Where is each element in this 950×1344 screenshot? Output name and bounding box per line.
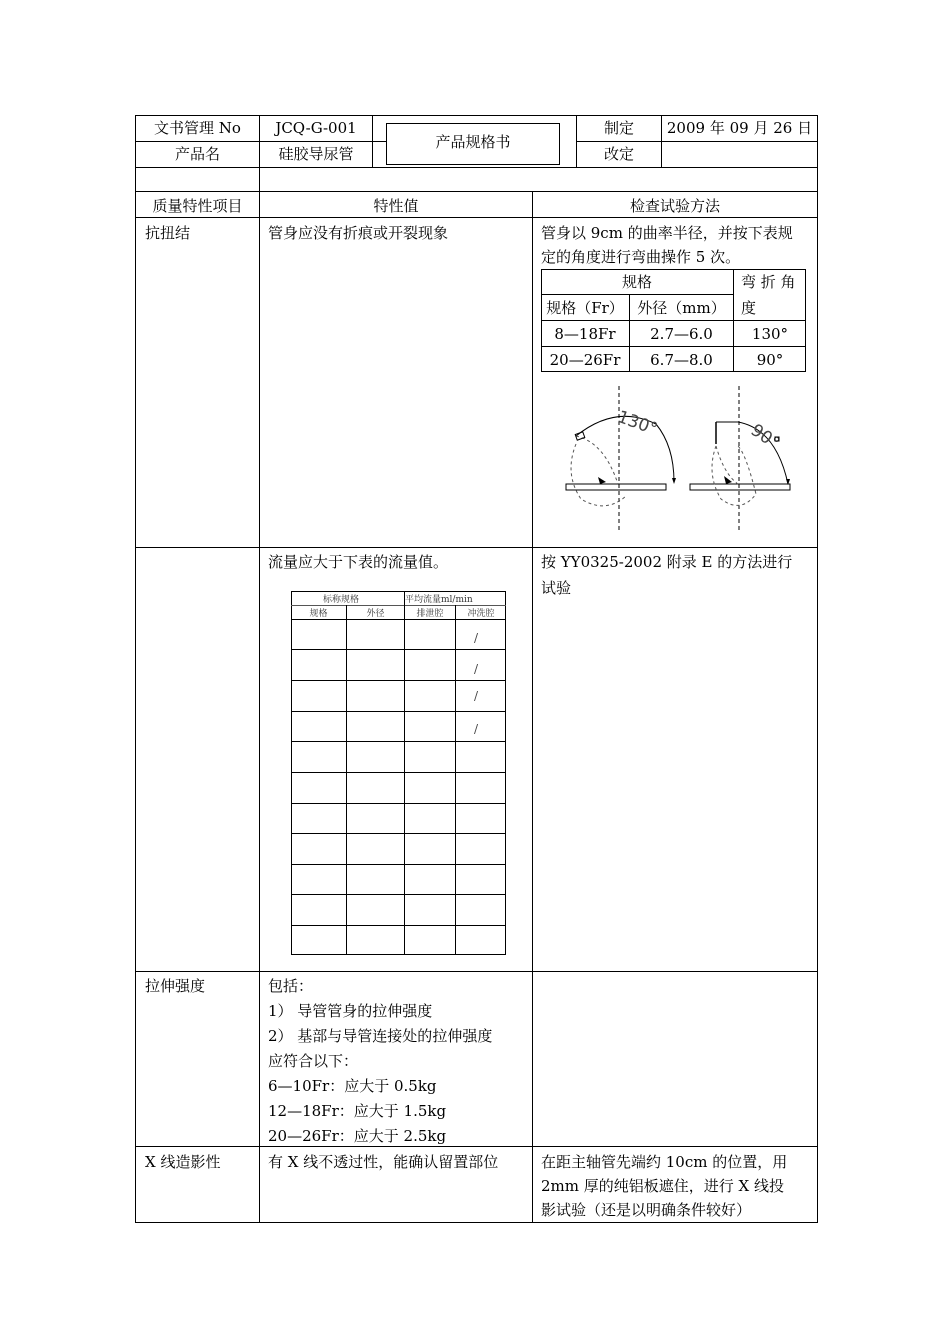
- flow-slash: /: [474, 631, 479, 645]
- flow-slash: /: [474, 722, 479, 736]
- product-label: 产品名: [174, 145, 220, 163]
- flow-table-line: [291, 833, 506, 834]
- tensile-item: 拉伸强度: [145, 977, 206, 995]
- angle-row-angle: 90°: [756, 351, 784, 369]
- table-line: [532, 191, 533, 1223]
- tensile-line: 应符合以下：: [268, 1052, 359, 1070]
- flow-table-line: [291, 649, 506, 650]
- table-border-left: [135, 115, 136, 1223]
- table-line: [135, 141, 387, 142]
- angle-table-line: [541, 294, 733, 295]
- flow-header-spec: 标称规格: [322, 595, 359, 605]
- flow-table-line: [455, 605, 456, 955]
- column-header-value: 特性值: [373, 197, 419, 215]
- angle-row-od: 6.7—8.0: [650, 351, 713, 369]
- flow-slash: /: [474, 662, 479, 676]
- flow-table-line: [291, 605, 506, 606]
- tensile-line: 2） 基部与导管连接处的拉伸强度: [268, 1027, 493, 1045]
- table-line: [135, 1146, 818, 1147]
- flow-method-line1: 按 YY0325-2002 附录 E 的方法进行: [541, 553, 793, 571]
- tensile-line: 20—26Fr：应大于 2.5kg: [268, 1127, 447, 1145]
- page-title: 产品规格书: [435, 133, 511, 151]
- table-line: [259, 167, 260, 1223]
- flow-value: 流量应大于下表的流量值。: [268, 553, 449, 571]
- table-line: [135, 971, 818, 972]
- kink-method-line2: 定的角度进行弯曲操作 5 次。: [541, 248, 741, 266]
- product-value: 硅胶导尿管: [278, 145, 354, 163]
- made-date: 2009 年 09 月 26 日: [666, 119, 813, 137]
- table-line: [135, 167, 818, 168]
- table-line: [135, 547, 818, 548]
- xray-value: 有 X 线不透过性，能确认留置部位: [268, 1153, 499, 1171]
- angle-table-line: [541, 320, 806, 321]
- xray-method-line: 2mm 厚的纯铝板遮住，进行 X 线投: [541, 1177, 784, 1195]
- xray-method-line: 在距主轴管先端约 10cm 的位置，用: [541, 1153, 788, 1171]
- flow-table-line: [291, 803, 506, 804]
- diagram-label-90: 90°: [746, 420, 783, 454]
- angle-row-fr: 20—26Fr: [549, 351, 621, 369]
- table-line: [576, 141, 818, 142]
- flow-table-line: [291, 680, 506, 681]
- table-border-right: [817, 115, 818, 1223]
- xray-item: X 线造影性: [145, 1153, 221, 1171]
- revised-label: 改定: [603, 145, 634, 163]
- kink-value: 管身应没有折痕或开裂现象: [268, 224, 449, 242]
- flow-table-line: [291, 741, 506, 742]
- angle-od-header: 外径（mm）: [637, 299, 726, 317]
- flow-table-line: [291, 619, 506, 620]
- flow-slash: /: [474, 689, 479, 703]
- doc-no-value: JCQ-G-001: [275, 119, 357, 137]
- tensile-line: 包括：: [268, 977, 314, 995]
- flow-sub-od: 外径: [366, 609, 385, 619]
- flow-table-line: [291, 772, 506, 773]
- angle-header-1: 弯 折 角: [741, 273, 796, 291]
- flow-sub-irrigate: 冲洗腔: [467, 609, 495, 619]
- flow-table-line: [404, 591, 405, 955]
- column-header-method: 检查试验方法: [629, 197, 720, 215]
- angle-row-od: 2.7—6.0: [650, 325, 713, 343]
- angle-row-fr: 8—18Fr: [554, 325, 616, 343]
- flow-header-rate: 平均流量ml/min: [405, 595, 473, 605]
- flow-table-line: [291, 864, 506, 865]
- bending-diagram: [556, 384, 801, 534]
- table-line: [372, 115, 373, 167]
- flow-table-line: [291, 925, 506, 926]
- made-label: 制定: [603, 119, 634, 137]
- doc-no-label: 文书管理 No: [154, 119, 241, 137]
- angle-row-angle: 130°: [751, 325, 789, 343]
- angle-header-2: 度: [741, 299, 757, 317]
- flow-table-line: [291, 711, 506, 712]
- diagram-label-130: 130°: [614, 407, 661, 440]
- angle-fr-header: 规格（Fr）: [546, 299, 624, 317]
- table-line: [135, 217, 818, 218]
- table-border-bottom: [135, 1222, 818, 1223]
- flow-table-line: [291, 894, 506, 895]
- tensile-line: 12—18Fr：应大于 1.5kg: [268, 1102, 447, 1120]
- angle-table-line: [541, 346, 806, 347]
- table-line: [135, 191, 818, 192]
- kink-item: 抗扭结: [145, 224, 191, 242]
- column-header-item: 质量特性项目: [152, 197, 243, 215]
- kink-method-line1: 管身以 9cm 的曲率半径，并按下表规: [541, 224, 793, 242]
- tensile-line: 6—10Fr：应大于 0.5kg: [268, 1077, 437, 1095]
- table-border-top: [135, 115, 818, 116]
- flow-sub-spec: 规格: [309, 609, 328, 619]
- flow-table-line: [346, 605, 347, 955]
- flow-method-line2: 试验: [541, 579, 572, 597]
- flow-sub-drain: 排泄腔: [416, 609, 444, 619]
- tensile-line: 1） 导管管身的拉伸强度: [268, 1002, 433, 1020]
- xray-method-line: 影试验（还是以明确条件较好）: [541, 1201, 752, 1219]
- angle-spec-header: 规格: [621, 273, 652, 291]
